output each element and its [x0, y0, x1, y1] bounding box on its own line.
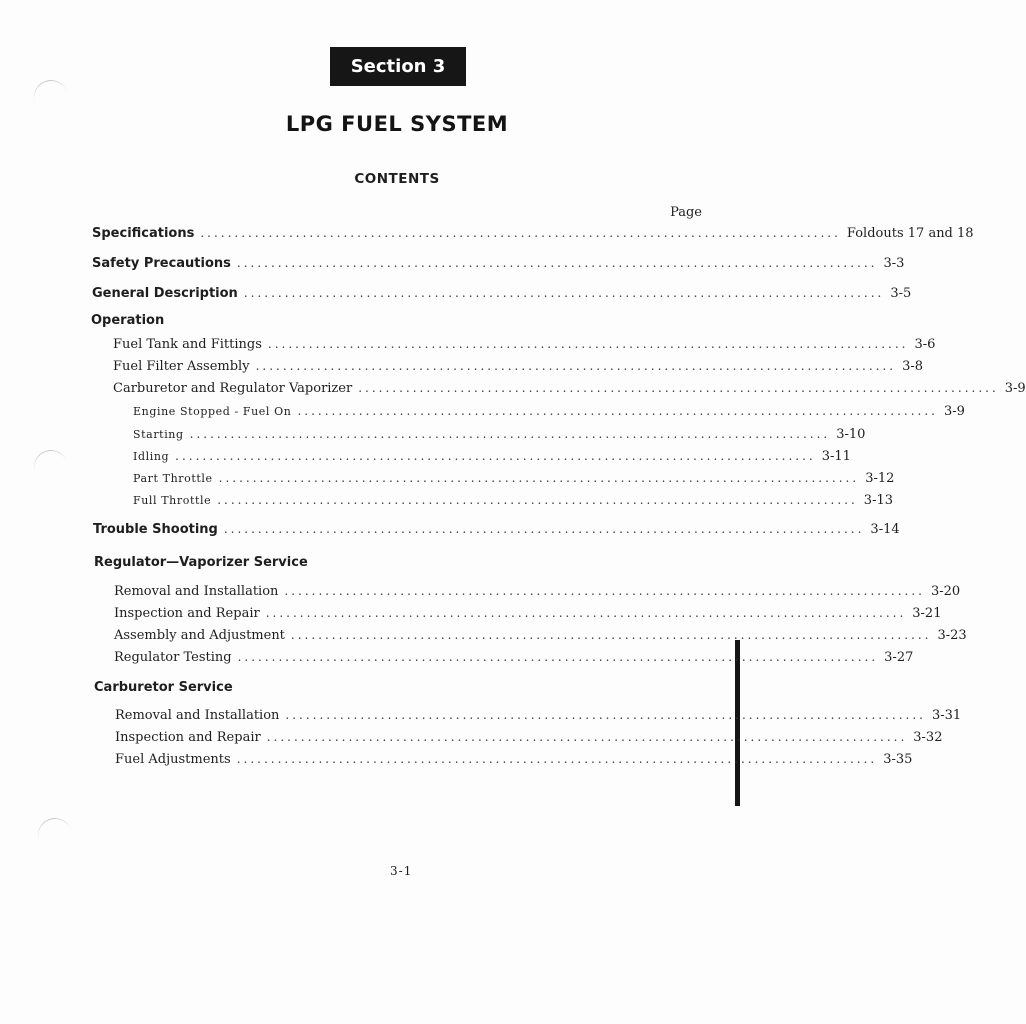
- toc-entry-title: Fuel Adjustments: [115, 752, 231, 767]
- toc-entry-title: Starting: [133, 428, 184, 441]
- toc-entry[interactable]: [133, 493, 894, 511]
- toc-entry-page: 3-10: [836, 427, 866, 442]
- toc-leader-dots: ..............................................................................................: [267, 337, 909, 351]
- toc-entry-page: 3-3: [883, 256, 905, 271]
- toc-entry-title: Assembly and Adjustment: [114, 628, 285, 643]
- toc-leader-dots: ..............................................................................................: [284, 584, 925, 598]
- toc-entry-page: 3-12: [865, 471, 895, 486]
- toc-entry-page: 3-23: [937, 628, 967, 643]
- toc-entry-title: Specifications: [92, 226, 195, 241]
- toc-entry-page: 3-6: [914, 337, 936, 352]
- toc-entry-title: Full Throttle: [133, 494, 212, 507]
- toc-leader-dots: ..............................................................................................: [290, 628, 932, 642]
- toc-entry-page: 3-32: [913, 730, 943, 745]
- toc-leader-dots: ..............................................................................................: [236, 256, 878, 270]
- toc-entry-page: 3-31: [931, 708, 962, 723]
- toc-entry[interactable]: [114, 628, 967, 646]
- toc-leader-dots: ..............................................................................................: [297, 404, 938, 418]
- page-edge-bar: [735, 640, 740, 806]
- page-column-label: Page: [670, 205, 702, 220]
- toc-leader-dots: ..............................................................................................: [266, 730, 908, 744]
- toc-entry[interactable]: [115, 730, 943, 748]
- toc-leader-dots: ..............................................................................................: [223, 522, 865, 536]
- toc-leader-dots: ..............................................................................................: [285, 708, 926, 722]
- toc-entry-title: Trouble Shooting: [93, 522, 218, 537]
- toc-entry-page: 3-14: [870, 522, 900, 537]
- toc-entry-title: Fuel Filter Assembly: [113, 359, 250, 374]
- toc-leader-dots: ..............................................................................................: [217, 493, 858, 507]
- contents-heading: CONTENTS: [354, 171, 440, 187]
- toc-group-heading[interactable]: Operation: [91, 313, 165, 328]
- binder-hole-middle: [29, 446, 72, 490]
- toc-entry-title: Removal and Installation: [114, 584, 279, 599]
- toc-leader-dots: ..............................................................................................: [218, 471, 860, 485]
- toc-entry[interactable]: [92, 286, 912, 304]
- toc-leader-dots: ..............................................................................................: [200, 226, 841, 240]
- toc-entry[interactable]: [133, 449, 851, 467]
- toc-entry-page: Foldouts 17 and 18: [846, 226, 974, 241]
- toc-entry-page: 3-5: [890, 286, 912, 301]
- toc-entry[interactable]: [133, 404, 965, 422]
- section-label: Section 3: [330, 47, 466, 86]
- toc-entry[interactable]: [133, 471, 895, 489]
- footer-page-number: 3-1: [390, 864, 413, 878]
- toc-leader-dots: ..............................................................................................: [236, 752, 878, 766]
- toc-entry[interactable]: [114, 650, 914, 668]
- binder-hole-bottom: [33, 814, 76, 858]
- toc-entry-title: Regulator Testing: [114, 650, 232, 665]
- toc-entry-page: 3-11: [821, 449, 851, 464]
- toc-entry[interactable]: [115, 708, 962, 726]
- toc-entry-title: Safety Precautions: [92, 256, 231, 271]
- toc-leader-dots: ..............................................................................................: [358, 381, 999, 395]
- toc-leader-dots: ..............................................................................................: [189, 427, 831, 441]
- toc-entry[interactable]: [133, 427, 866, 445]
- toc-leader-dots: ..............................................................................................: [175, 449, 816, 463]
- toc-entry-page: 3-35: [883, 752, 913, 767]
- toc-entry-page: 3-20: [930, 584, 961, 599]
- toc-entry-page: 3-13: [863, 493, 894, 508]
- toc-entry[interactable]: [113, 337, 936, 355]
- toc-leader-dots: ..............................................................................................: [255, 359, 897, 373]
- toc-entry-title: Idling: [133, 450, 170, 463]
- toc-entry-title: Removal and Installation: [115, 708, 280, 723]
- toc-group-heading[interactable]: Carburetor Service: [94, 680, 233, 695]
- toc-entry-title: Carburetor and Regulator Vaporizer: [113, 381, 353, 396]
- toc-entry-page: 3-9: [1004, 381, 1026, 396]
- toc-entry[interactable]: [114, 606, 942, 624]
- toc-entry[interactable]: [113, 359, 924, 377]
- toc-entry[interactable]: [93, 522, 900, 540]
- toc-entry[interactable]: [92, 256, 905, 274]
- toc-entry-title: Inspection and Repair: [115, 730, 261, 745]
- toc-entry-page: 3-27: [884, 650, 914, 665]
- toc-entry-title: Fuel Tank and Fittings: [113, 337, 262, 352]
- toc-group-heading[interactable]: Regulator—Vaporizer Service: [94, 555, 308, 570]
- toc-entry-title: General Description: [92, 286, 238, 301]
- toc-entry-page: 3-21: [912, 606, 942, 621]
- toc-entry-title: Inspection and Repair: [114, 606, 260, 621]
- toc-leader-dots: ..............................................................................................: [265, 606, 907, 620]
- toc-entry[interactable]: [113, 381, 1026, 399]
- toc-entry-title: Engine Stopped - Fuel On: [133, 405, 292, 418]
- toc-leader-dots: ..............................................................................................: [243, 286, 885, 300]
- toc-leader-dots: ..............................................................................................: [237, 650, 879, 664]
- toc-entry-title: Part Throttle: [133, 472, 213, 485]
- toc-entry[interactable]: [115, 752, 913, 770]
- toc-entry-page: 3-8: [902, 359, 924, 374]
- toc-entry-page: 3-9: [944, 404, 965, 419]
- document-title: LPG FUEL SYSTEM: [285, 112, 509, 136]
- toc-entry[interactable]: [92, 226, 974, 244]
- toc-entry[interactable]: [114, 584, 961, 602]
